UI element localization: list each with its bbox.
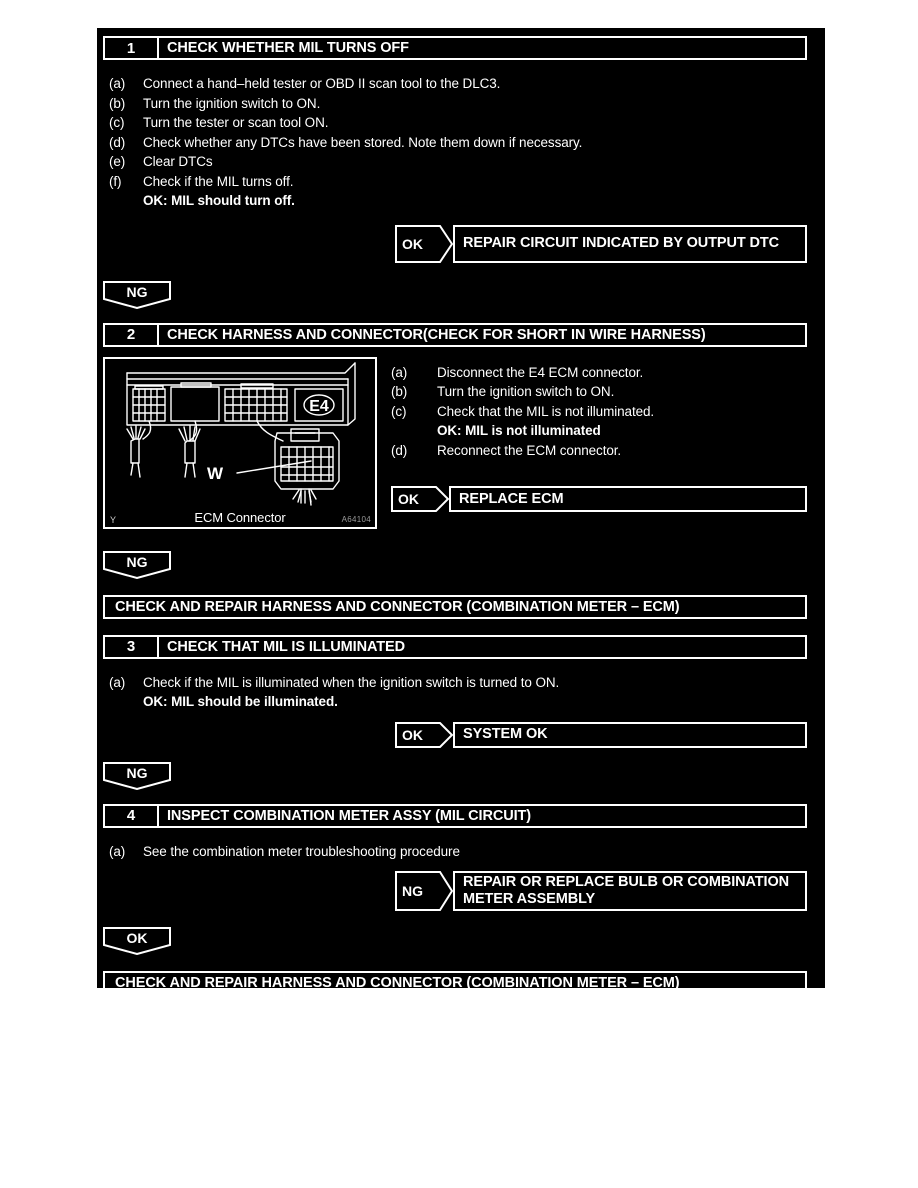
result-line: REPAIR CIRCUIT INDICATED BY OUTPUT DTC [463, 235, 780, 251]
exit-badge-ng-1 [103, 281, 171, 309]
result-box-replace-ecm [449, 486, 807, 512]
svg-text:W: W [206, 463, 223, 483]
ok-criteria-2: OK: MIL is not illuminated [437, 423, 601, 438]
instruction-text: Clear DTCs [143, 154, 213, 169]
step-title-1: CHECK WHETHER MIL TURNS OFF [167, 40, 409, 56]
result-line: REPLACE ECM [459, 490, 564, 507]
step-title-4: INSPECT COMBINATION METER ASSY (MIL CIRCUIT) [167, 807, 532, 824]
instruction-label: (b) [109, 95, 126, 111]
branch-arrow-label: NG [402, 883, 423, 899]
instruction-label: (d) [391, 442, 408, 458]
step-1-instructions [103, 74, 807, 211]
instruction-row [391, 363, 807, 383]
step-number-4: 4 [105, 806, 159, 826]
instruction-text: Check whether any DTCs have been stored. Note them down if necessary. [143, 134, 583, 150]
instruction-text: Turn the tester or scan tool ON. [143, 115, 329, 130]
illustration-caption: ECM Connector [194, 509, 286, 525]
step-number-3: 3 [105, 637, 159, 657]
svg-text:E4: E4 [309, 397, 329, 415]
instruction-label: (d) [109, 134, 126, 150]
result-bar-check-repair-harness-1: CHECK AND REPAIR HARNESS AND CONNECTOR (COMBINATION METER – ECM) [103, 595, 807, 619]
step-4-instructions [103, 842, 807, 862]
instruction-row [103, 113, 807, 133]
step-title-3: CHECK THAT MIL IS ILLUMINATED [167, 638, 405, 655]
ok-criteria-3: OK: MIL should be illuminated. [143, 694, 338, 709]
branch-arrow-ok-3 [395, 722, 453, 748]
instruction-row [103, 172, 807, 192]
step-header-4 [103, 804, 807, 828]
step-header-2 [103, 323, 807, 347]
instruction-text: Check if the MIL turns off. [143, 173, 294, 189]
result-box-repair-circuit [453, 225, 807, 263]
corner-mark: Y [110, 514, 117, 525]
instruction-row [103, 842, 807, 862]
instruction-text: Disconnect the E4 ECM connector. [437, 364, 644, 380]
branch-arrow-label: OK [402, 726, 423, 743]
instruction-label: (a) [391, 364, 408, 380]
branch-arrow-ok-2 [391, 486, 449, 512]
branch-row-1 [395, 225, 807, 263]
instruction-text: Connect a hand–held tester or OBD II scan tool to the DLC3. [143, 76, 501, 91]
branch-row-2 [391, 486, 807, 512]
exit-badge-label: NG [126, 283, 148, 300]
step-number-1: 1 [105, 38, 159, 58]
exit-badge-ng-3 [103, 762, 171, 790]
result-line: REPAIR OR REPLACE BULB OR COMBINATION [463, 874, 790, 890]
instruction-label: (a) [109, 674, 126, 690]
branch-arrow-label: OK [398, 491, 419, 507]
instruction-text: Reconnect the ECM connector. [437, 442, 622, 458]
step-3-instructions [103, 673, 807, 712]
exit-badge-label: NG [126, 553, 148, 570]
ecm-connector-illustration [103, 357, 377, 529]
result-bar-check-repair-harness-2: CHECK AND REPAIR HARNESS AND CONNECTOR (COMBINATION METER – ECM) [103, 971, 807, 995]
instruction-label: (a) [109, 843, 126, 859]
instruction-row [103, 94, 807, 114]
exit-badge-ng-2 [103, 551, 171, 579]
step-2-body [103, 357, 807, 529]
result-line: SYSTEM OK [463, 726, 548, 742]
step-header-3 [103, 635, 807, 659]
branch-arrow-ng-4 [395, 871, 453, 911]
result-box-system-ok [453, 722, 807, 748]
step-header-1 [103, 36, 807, 60]
instruction-label: (c) [109, 115, 125, 130]
instruction-label: (a) [109, 76, 126, 91]
instruction-row [391, 382, 807, 402]
instruction-row [103, 673, 807, 693]
instruction-text: Turn the ignition switch to ON. [143, 95, 321, 111]
instruction-text: Turn the ignition switch to ON. [437, 384, 615, 399]
exit-badge-ok-4 [103, 927, 171, 955]
figure-code: A64104 [341, 514, 371, 524]
step-2-instructions [377, 357, 807, 513]
instruction-label: (f) [109, 173, 122, 189]
exit-badge-label: OK [126, 930, 148, 946]
instruction-text: Check that the MIL is not illuminated. [437, 403, 655, 419]
exit-badge-label: NG [126, 764, 148, 781]
instruction-text: Check if the MIL is illuminated when the ignition switch is turned to ON. [143, 674, 560, 690]
branch-arrow-label: OK [402, 235, 423, 252]
instruction-label: (b) [391, 384, 408, 399]
ok-criteria-1: OK: MIL should turn off. [143, 193, 295, 208]
result-line: METER ASSEMBLY [463, 891, 596, 907]
result-box-repair-replace-bulb [453, 871, 807, 911]
instruction-label: (e) [109, 154, 126, 169]
page-content [103, 36, 807, 995]
branch-arrow-ok-1 [395, 225, 453, 263]
instruction-row [391, 441, 807, 461]
instruction-row [103, 133, 807, 153]
manual-page [97, 28, 825, 991]
instruction-row [103, 152, 807, 172]
branch-row-3 [395, 722, 807, 748]
branch-row-4 [395, 871, 807, 911]
instruction-row [103, 74, 807, 94]
instruction-row [391, 402, 807, 422]
instruction-label: (c) [391, 403, 407, 419]
step-number-2: 2 [105, 325, 159, 345]
step-title-2: CHECK HARNESS AND CONNECTOR(CHECK FOR SHORT IN WIRE HARNESS) [167, 326, 706, 343]
instruction-text: See the combination meter troubleshooting procedure [143, 843, 460, 859]
